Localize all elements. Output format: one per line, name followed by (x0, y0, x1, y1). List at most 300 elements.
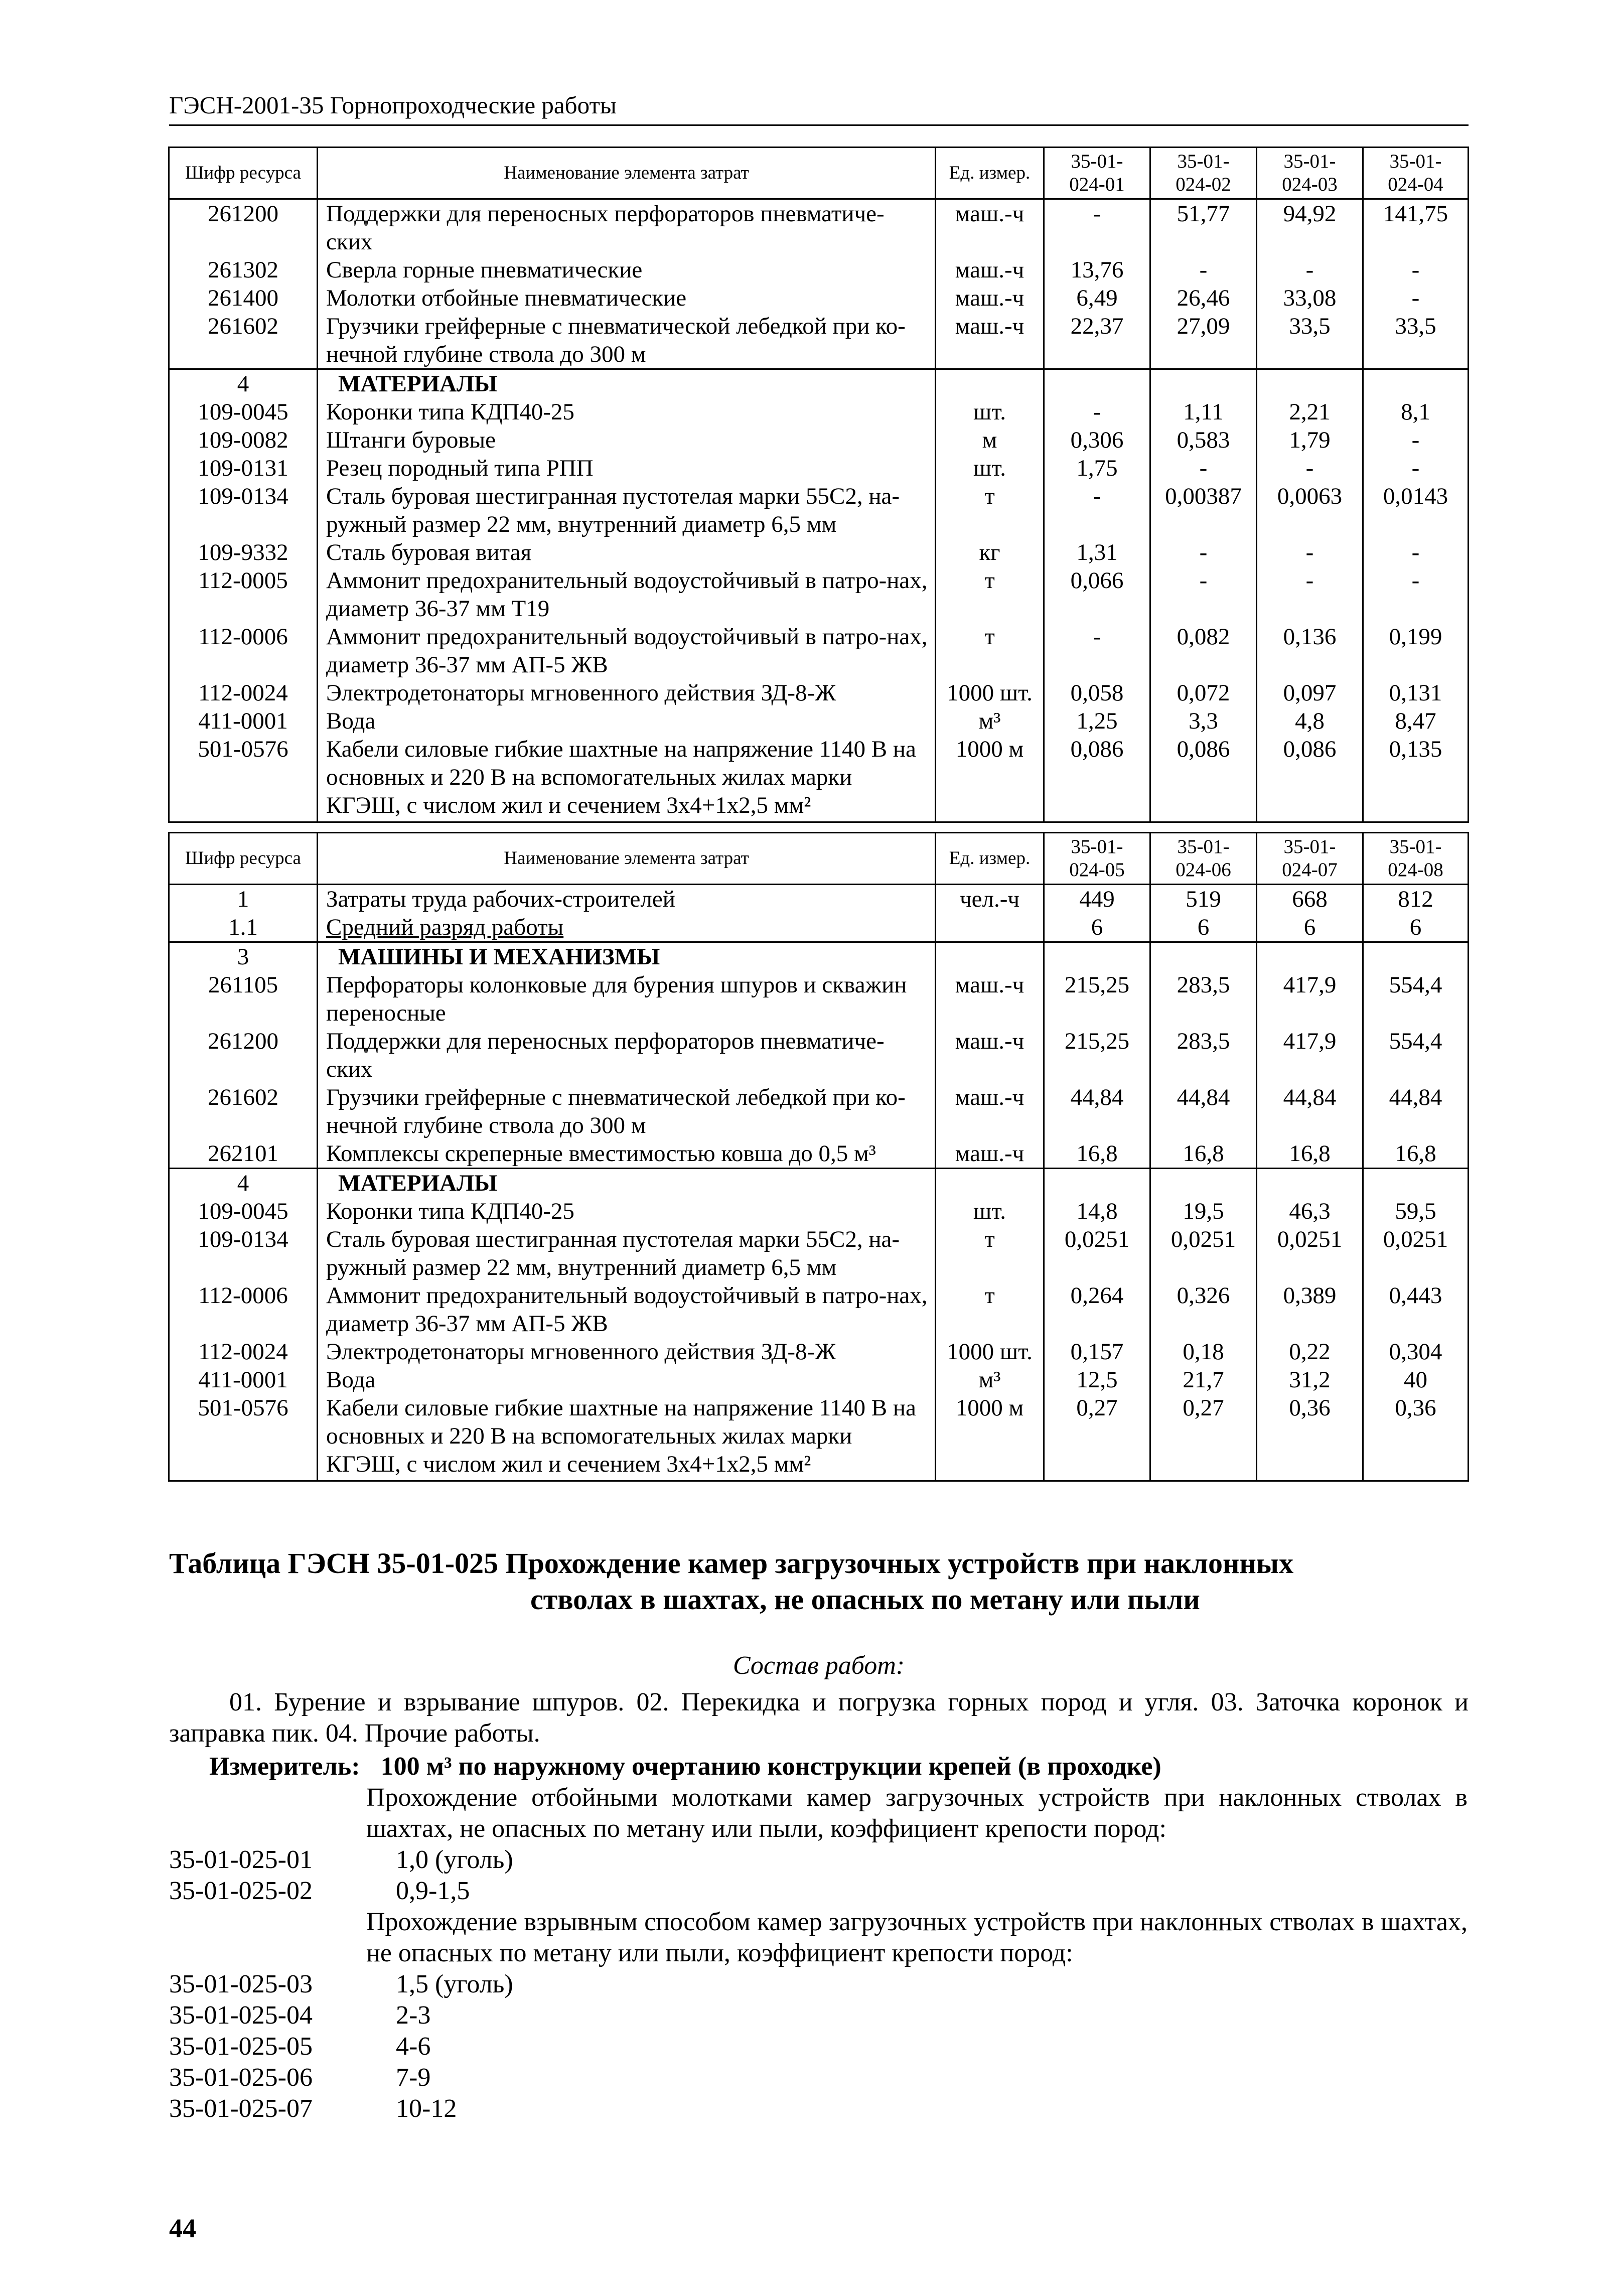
header-norm-code-part: 024-03 (1282, 174, 1338, 195)
cell-value: 0,058 (1044, 679, 1150, 707)
header-norm-code (1044, 148, 1150, 199)
cell-code: 109-0045 (169, 398, 318, 426)
header-unit: Ед. измер. (936, 148, 1044, 199)
cell-value: 1,75 (1044, 454, 1150, 482)
cell-value: - (1257, 256, 1363, 284)
cell-value: 0,36 (1257, 1394, 1363, 1481)
cell-value: 0,304 (1363, 1338, 1469, 1366)
cell-code: 4 (169, 369, 318, 398)
code-row-code: 35-01-025-03 (169, 1970, 313, 1998)
cell-code: 109-0134 (169, 482, 318, 538)
cell-value: 0,27 (1044, 1394, 1150, 1481)
cell-name: Сталь буровая шестигранная пустотелая марки 55С2, на-ружный размер 22 мм, внутренний диаметр 6,5 мм (318, 482, 936, 538)
cell-value: 0,27 (1150, 1394, 1257, 1481)
table-row (169, 312, 1469, 369)
cell-value: 8,47 (1363, 707, 1469, 735)
cell-value: - (1363, 284, 1469, 312)
cell-value: 1,25 (1044, 707, 1150, 735)
cell-unit (936, 913, 1044, 942)
cell-value: 141,75 (1363, 199, 1469, 256)
cell-value (1044, 369, 1150, 398)
cell-code: 109-0131 (169, 454, 318, 482)
cell-value: 16,8 (1363, 1139, 1469, 1169)
cell-unit (936, 1169, 1044, 1198)
cell-code: 112-0006 (169, 623, 318, 679)
cell-value: 33,5 (1257, 312, 1363, 369)
cell-value: 51,77 (1150, 199, 1257, 256)
page-number: 44 (169, 2213, 196, 2243)
cell-value: - (1363, 426, 1469, 454)
group-description-blasting: Прохождение взрывным способом камер загрузочных устройств при наклонных стволах в шахтах, не опасных по метану или пыли, коэффициент крепости пород: (366, 1908, 1468, 1967)
cell-value: 44,84 (1044, 1083, 1150, 1139)
cell-value: 3,3 (1150, 707, 1257, 735)
table-row (169, 566, 1469, 623)
cell-name: Сталь буровая витая (318, 538, 936, 566)
cell-value: 0,306 (1044, 426, 1150, 454)
header-resource-code: Шифр ресурса (169, 148, 318, 199)
cell-value: 40 (1363, 1366, 1469, 1394)
cell-value: 0,082 (1150, 623, 1257, 679)
cell-name: Аммонит предохранительный водоустойчивый в патро-нах, диаметр 36-37 мм АП-5 ЖВ (318, 623, 936, 679)
header-norm-code-part: 024-05 (1069, 859, 1125, 881)
cell-value: 812 (1363, 885, 1469, 914)
table-row (169, 256, 1469, 284)
cell-unit: 1000 м (936, 735, 1044, 822)
table-row (169, 623, 1469, 679)
cell-value (1363, 942, 1469, 971)
cell-value: 0,136 (1257, 623, 1363, 679)
cell-code: 4 (169, 1169, 318, 1198)
cell-code: 1 (169, 885, 318, 914)
cell-value: 0,18 (1150, 1338, 1257, 1366)
cell-code: 112-0006 (169, 1281, 318, 1338)
cell-value: 1,79 (1257, 426, 1363, 454)
cell-value: 519 (1150, 885, 1257, 914)
cell-value: - (1257, 538, 1363, 566)
table-row (169, 735, 1469, 822)
cell-value: 0,0251 (1363, 1225, 1469, 1281)
cell-value: 0,0251 (1150, 1225, 1257, 1281)
cell-value (1257, 1169, 1363, 1198)
table-row (169, 707, 1469, 735)
resource-table-024-05-08 (168, 832, 1469, 1482)
header-norm-code (1257, 833, 1363, 885)
table-body (169, 885, 1469, 1481)
cell-code: 411-0001 (169, 1366, 318, 1394)
cell-value: 1,31 (1044, 538, 1150, 566)
cell-value: 16,8 (1044, 1139, 1150, 1169)
header-norm-code-part: 024-07 (1282, 859, 1338, 881)
table-row (169, 199, 1469, 256)
cell-code: 261302 (169, 256, 318, 284)
cell-unit: маш.-ч (936, 199, 1044, 256)
cell-value: 0,443 (1363, 1281, 1469, 1338)
cell-value: 59,5 (1363, 1197, 1469, 1225)
cell-value: - (1044, 199, 1150, 256)
cell-value: 21,7 (1150, 1366, 1257, 1394)
table-row (169, 1225, 1469, 1281)
header-norm-code-part: 35-01- (1283, 836, 1336, 857)
cell-code: 112-0024 (169, 1338, 318, 1366)
cell-value: - (1363, 256, 1469, 284)
table-row (169, 1394, 1469, 1481)
code-row-value: 7-9 (396, 2063, 431, 2092)
cell-name: Перфораторы колонковые для бурения шпуров и скважин переносные (318, 971, 936, 1027)
cell-code: 109-0134 (169, 1225, 318, 1281)
meter-value: 100 м³ по наружному очертанию конструкции крепей (в проходке) (380, 1752, 1161, 1781)
resource-table-024-01-04 (168, 147, 1469, 823)
cell-value: - (1150, 538, 1257, 566)
code-row-value: 2-3 (396, 2001, 431, 2030)
header-unit: Ед. измер. (936, 833, 1044, 885)
cell-name: Вода (318, 1366, 936, 1394)
cell-name: Сталь буровая шестигранная пустотелая марки 55С2, на-ружный размер 22 мм, внутренний диаметр 6,5 мм (318, 1225, 936, 1281)
code-row-code: 35-01-025-07 (169, 2094, 313, 2123)
code-row-code: 35-01-025-02 (169, 1877, 313, 1905)
section-row (169, 942, 1469, 971)
cell-name: МАТЕРИАЛЫ (318, 369, 936, 398)
header-norm-code (1257, 148, 1363, 199)
table-row (169, 1027, 1469, 1083)
cell-value: 0,264 (1044, 1281, 1150, 1338)
code-row (169, 1969, 513, 2000)
cell-value: - (1044, 398, 1150, 426)
cell-unit: кг (936, 538, 1044, 566)
table-row (169, 1139, 1469, 1169)
section-row (169, 369, 1469, 398)
cell-value: 12,5 (1044, 1366, 1150, 1394)
cell-unit: чел.-ч (936, 885, 1044, 914)
cell-unit: шт. (936, 398, 1044, 426)
cell-value: 4,8 (1257, 707, 1363, 735)
cell-value: 0,097 (1257, 679, 1363, 707)
cell-unit: 1000 шт. (936, 1338, 1044, 1366)
page-header: ГЭСН-2001-35 Горнопроходческие работы (169, 90, 1469, 126)
cell-name: Средний разряд работы (318, 913, 936, 942)
cell-name: МАШИНЫ И МЕХАНИЗМЫ (318, 942, 936, 971)
cell-unit: маш.-ч (936, 1139, 1044, 1169)
cell-unit: т (936, 623, 1044, 679)
cell-value: 0,086 (1257, 735, 1363, 822)
table-row (169, 1338, 1469, 1366)
cell-name: Затраты труда рабочих-строителей (318, 885, 936, 914)
cell-unit: т (936, 1225, 1044, 1281)
header-norm-code-part: 024-02 (1176, 174, 1231, 195)
cell-value: 16,8 (1150, 1139, 1257, 1169)
header-norm-code (1363, 833, 1469, 885)
cell-value (1044, 1169, 1150, 1198)
cell-unit: маш.-ч (936, 312, 1044, 369)
cell-name: Грузчики грейферные с пневматической лебедкой при ко-нечной глубине ствола до 300 м (318, 312, 936, 369)
cell-value: 215,25 (1044, 1027, 1150, 1083)
cell-value: 16,8 (1257, 1139, 1363, 1169)
cell-name: Аммонит предохранительный водоустойчивый в патро-нах, диаметр 36-37 мм Т19 (318, 566, 936, 623)
table-row (169, 1366, 1469, 1394)
cell-value: 554,4 (1363, 1027, 1469, 1083)
header-norm-code (1150, 148, 1257, 199)
cell-code: 3 (169, 942, 318, 971)
cell-value: 0,583 (1150, 426, 1257, 454)
cell-code: 261200 (169, 199, 318, 256)
code-row (169, 2031, 430, 2062)
header-norm-code-part: 35-01- (1071, 151, 1123, 172)
cell-name: Кабели силовые гибкие шахтные на напряжение 1140 В на основных и 220 В на вспомогательных жилах марки КГЭШ, с числом жил и сечением 3х4+1х2,5 мм² (318, 1394, 936, 1481)
cell-code: 501-0576 (169, 735, 318, 822)
header-cost-element: Наименование элемента затрат (318, 833, 936, 885)
cell-code: 411-0001 (169, 707, 318, 735)
header-norm-code-part: 024-04 (1388, 174, 1443, 195)
cell-value: - (1044, 623, 1150, 679)
meter-label: Измеритель: (209, 1752, 360, 1781)
cell-name: Кабели силовые гибкие шахтные на напряжение 1140 В на основных и 220 В на вспомогательных жилах марки КГЭШ, с числом жил и сечением 3х4+1х2,5 мм² (318, 735, 936, 822)
cell-unit: м³ (936, 707, 1044, 735)
cell-value: 215,25 (1044, 971, 1150, 1027)
table-title-line-1: Таблица ГЭСН 35-01-025 Прохождение камер загрузочных устройств при наклонных (169, 1547, 1294, 1580)
cell-code: 112-0005 (169, 566, 318, 623)
header-norm-code-part: 35-01- (1389, 151, 1442, 172)
cell-unit: маш.-ч (936, 1083, 1044, 1139)
cell-value: 449 (1044, 885, 1150, 914)
table-title (169, 1545, 1469, 1618)
composition-text: 01. Бурение и взрывание шпуров. 02. Перекидка и погрузка горных пород и угля. 03. Заточка коронок и заправка пик. 04. Прочие работы. (169, 1688, 1469, 1748)
code-row (169, 1844, 513, 1876)
cell-value (1257, 942, 1363, 971)
cell-value: 14,8 (1044, 1197, 1150, 1225)
cell-code: 109-0045 (169, 1197, 318, 1225)
cell-value (1044, 942, 1150, 971)
cell-value: 417,9 (1257, 1027, 1363, 1083)
cell-value: - (1363, 566, 1469, 623)
cell-unit: шт. (936, 1197, 1044, 1225)
cell-unit: 1000 шт. (936, 679, 1044, 707)
cell-name: Коронки типа КДП40-25 (318, 1197, 936, 1225)
cell-value: 1,11 (1150, 398, 1257, 426)
code-row-code: 35-01-025-01 (169, 1845, 313, 1874)
code-row-code: 35-01-025-06 (169, 2063, 313, 2092)
cell-value: - (1363, 538, 1469, 566)
cell-unit: маш.-ч (936, 971, 1044, 1027)
cell-value: - (1044, 482, 1150, 538)
cell-value: 0,00387 (1150, 482, 1257, 538)
cell-name: Сверла горные пневматические (318, 256, 936, 284)
code-row (169, 2062, 430, 2093)
cell-value: 0,0063 (1257, 482, 1363, 538)
cell-value: 31,2 (1257, 1366, 1363, 1394)
code-row-value: 1,5 (уголь) (396, 1970, 513, 1998)
code-row-code: 35-01-025-04 (169, 2001, 313, 2030)
cell-value: 46,3 (1257, 1197, 1363, 1225)
cell-code: 1.1 (169, 913, 318, 942)
cell-unit (936, 369, 1044, 398)
cell-value: 283,5 (1150, 971, 1257, 1027)
cell-value: 44,84 (1150, 1083, 1257, 1139)
header-norm-code-part: 024-06 (1176, 859, 1231, 881)
cell-unit: шт. (936, 454, 1044, 482)
cell-value (1363, 1169, 1469, 1198)
cell-name: Грузчики грейферные с пневматической лебедкой при ко-нечной глубине ствола до 300 м (318, 1083, 936, 1139)
table-row (169, 538, 1469, 566)
cell-code: 261200 (169, 1027, 318, 1083)
code-row (169, 1876, 470, 1907)
cell-value: - (1150, 256, 1257, 284)
cell-value: 6 (1150, 913, 1257, 942)
cell-code: 261400 (169, 284, 318, 312)
cell-code: 262101 (169, 1139, 318, 1169)
header-norm-code-part: 35-01- (1071, 836, 1123, 857)
table-row (169, 1281, 1469, 1338)
cell-unit: маш.-ч (936, 1027, 1044, 1083)
header-norm-code (1363, 148, 1469, 199)
cell-unit: т (936, 1281, 1044, 1338)
code-row-value: 10-12 (396, 2094, 457, 2123)
code-row (169, 2000, 430, 2031)
cell-code: 261602 (169, 312, 318, 369)
cell-value: 0,131 (1363, 679, 1469, 707)
cell-code: 501-0576 (169, 1394, 318, 1481)
cell-unit: т (936, 566, 1044, 623)
cell-value: 13,76 (1044, 256, 1150, 284)
cell-value: - (1363, 454, 1469, 482)
table-header-row (169, 148, 1469, 199)
cell-value: 0,199 (1363, 623, 1469, 679)
cell-value: 417,9 (1257, 971, 1363, 1027)
code-row-value: 1,0 (уголь) (396, 1845, 513, 1874)
cell-value: 0,072 (1150, 679, 1257, 707)
cell-value: 0,0143 (1363, 482, 1469, 538)
cell-value: 27,09 (1150, 312, 1257, 369)
table-row (169, 1083, 1469, 1139)
cell-value: 0,326 (1150, 1281, 1257, 1338)
cell-value: 94,92 (1257, 199, 1363, 256)
cell-value: 33,08 (1257, 284, 1363, 312)
cell-name: Поддержки для переносных перфораторов пневматиче-ских (318, 1027, 936, 1083)
header-norm-code-part: 35-01- (1177, 836, 1230, 857)
cell-value (1150, 1169, 1257, 1198)
cell-name: Электродетонаторы мгновенного действия ЗД-8-Ж (318, 1338, 936, 1366)
table-row (169, 426, 1469, 454)
cell-value: 0,36 (1363, 1394, 1469, 1481)
cell-code: 112-0024 (169, 679, 318, 707)
code-row-code: 35-01-025-05 (169, 2032, 313, 2061)
cell-name: Поддержки для переносных перфораторов пневматиче-ских (318, 199, 936, 256)
cell-value: - (1257, 566, 1363, 623)
cell-value (1257, 369, 1363, 398)
cell-value: - (1150, 566, 1257, 623)
code-row-value: 4-6 (396, 2032, 431, 2061)
header-norm-code-part: 024-08 (1388, 859, 1443, 881)
cell-name: Комплексы скреперные вместимостью ковша до 0,5 м³ (318, 1139, 936, 1169)
table-row (169, 679, 1469, 707)
cell-name: Молотки отбойные пневматические (318, 284, 936, 312)
cell-value: - (1150, 454, 1257, 482)
cell-value: 0,157 (1044, 1338, 1150, 1366)
cell-name: Вода (318, 707, 936, 735)
cell-unit: маш.-ч (936, 284, 1044, 312)
table-row (169, 971, 1469, 1027)
cell-value (1150, 942, 1257, 971)
cell-value: 19,5 (1150, 1197, 1257, 1225)
cell-name: Штанги буровые (318, 426, 936, 454)
header-cost-element: Наименование элемента затрат (318, 148, 936, 199)
cell-name: Резец породный типа РПП (318, 454, 936, 482)
composition-heading: Состав работ: (733, 1651, 905, 1680)
table-body (169, 199, 1469, 822)
cell-value: 0,0251 (1044, 1225, 1150, 1281)
cell-value: 6,49 (1044, 284, 1150, 312)
cell-value: 0,086 (1150, 735, 1257, 822)
cell-name: Аммонит предохранительный водоустойчивый в патро-нах, диаметр 36-37 мм АП-5 ЖВ (318, 1281, 936, 1338)
cell-value: 283,5 (1150, 1027, 1257, 1083)
cell-code: 109-9332 (169, 538, 318, 566)
table-row (169, 1197, 1469, 1225)
table-header-row (169, 833, 1469, 885)
cell-value: 668 (1257, 885, 1363, 914)
group-description-hammers: Прохождение отбойными молотками камер загрузочных устройств при наклонных стволах в шахтах, не опасных по метану или пыли, коэффициент крепости пород: (366, 1783, 1468, 1843)
header-norm-code (1150, 833, 1257, 885)
cell-value: 0,086 (1044, 735, 1150, 822)
table-row (169, 885, 1469, 914)
cell-unit: т (936, 482, 1044, 538)
header-norm-code-part: 024-01 (1069, 174, 1125, 195)
cell-value: 6 (1044, 913, 1150, 942)
cell-value: 0,22 (1257, 1338, 1363, 1366)
cell-value: 6 (1363, 913, 1469, 942)
table-row (169, 482, 1469, 538)
section-row (169, 1169, 1469, 1198)
header-norm-code-part: 35-01- (1389, 836, 1442, 857)
cell-unit: м³ (936, 1366, 1044, 1394)
header-resource-code: Шифр ресурса (169, 833, 318, 885)
table-row (169, 398, 1469, 426)
code-row (169, 2093, 457, 2124)
cell-value: 0,135 (1363, 735, 1469, 822)
cell-value: 44,84 (1257, 1083, 1363, 1139)
header-norm-code-part: 35-01- (1283, 151, 1336, 172)
cell-value: 8,1 (1363, 398, 1469, 426)
cell-value: 0,066 (1044, 566, 1150, 623)
cell-code: 109-0082 (169, 426, 318, 454)
cell-name: МАТЕРИАЛЫ (318, 1169, 936, 1198)
cell-name: Электродетонаторы мгновенного действия ЗД-8-Ж (318, 679, 936, 707)
cell-value: 554,4 (1363, 971, 1469, 1027)
meter-line (209, 1751, 1161, 1782)
cell-unit: 1000 м (936, 1394, 1044, 1481)
cell-code: 261602 (169, 1083, 318, 1139)
cell-value: 0,389 (1257, 1281, 1363, 1338)
cell-value: 44,84 (1363, 1083, 1469, 1139)
cell-value (1150, 369, 1257, 398)
cell-value: 33,5 (1363, 312, 1469, 369)
cell-value: - (1257, 454, 1363, 482)
cell-value: 26,46 (1150, 284, 1257, 312)
header-norm-code-part: 35-01- (1177, 151, 1230, 172)
cell-value (1363, 369, 1469, 398)
cell-unit: маш.-ч (936, 256, 1044, 284)
cell-name: Коронки типа КДП40-25 (318, 398, 936, 426)
table-title-line-2: стволах в шахтах, не опасных по метану или пыли (530, 1583, 1200, 1616)
cell-value: 2,21 (1257, 398, 1363, 426)
header-norm-code (1044, 833, 1150, 885)
table-row (169, 284, 1469, 312)
cell-unit: м (936, 426, 1044, 454)
cell-value: 22,37 (1044, 312, 1150, 369)
code-row-value: 0,9-1,5 (396, 1877, 470, 1905)
cell-value: 6 (1257, 913, 1363, 942)
table-row (169, 913, 1469, 942)
cell-code: 261105 (169, 971, 318, 1027)
cell-value: 0,0251 (1257, 1225, 1363, 1281)
cell-unit (936, 942, 1044, 971)
